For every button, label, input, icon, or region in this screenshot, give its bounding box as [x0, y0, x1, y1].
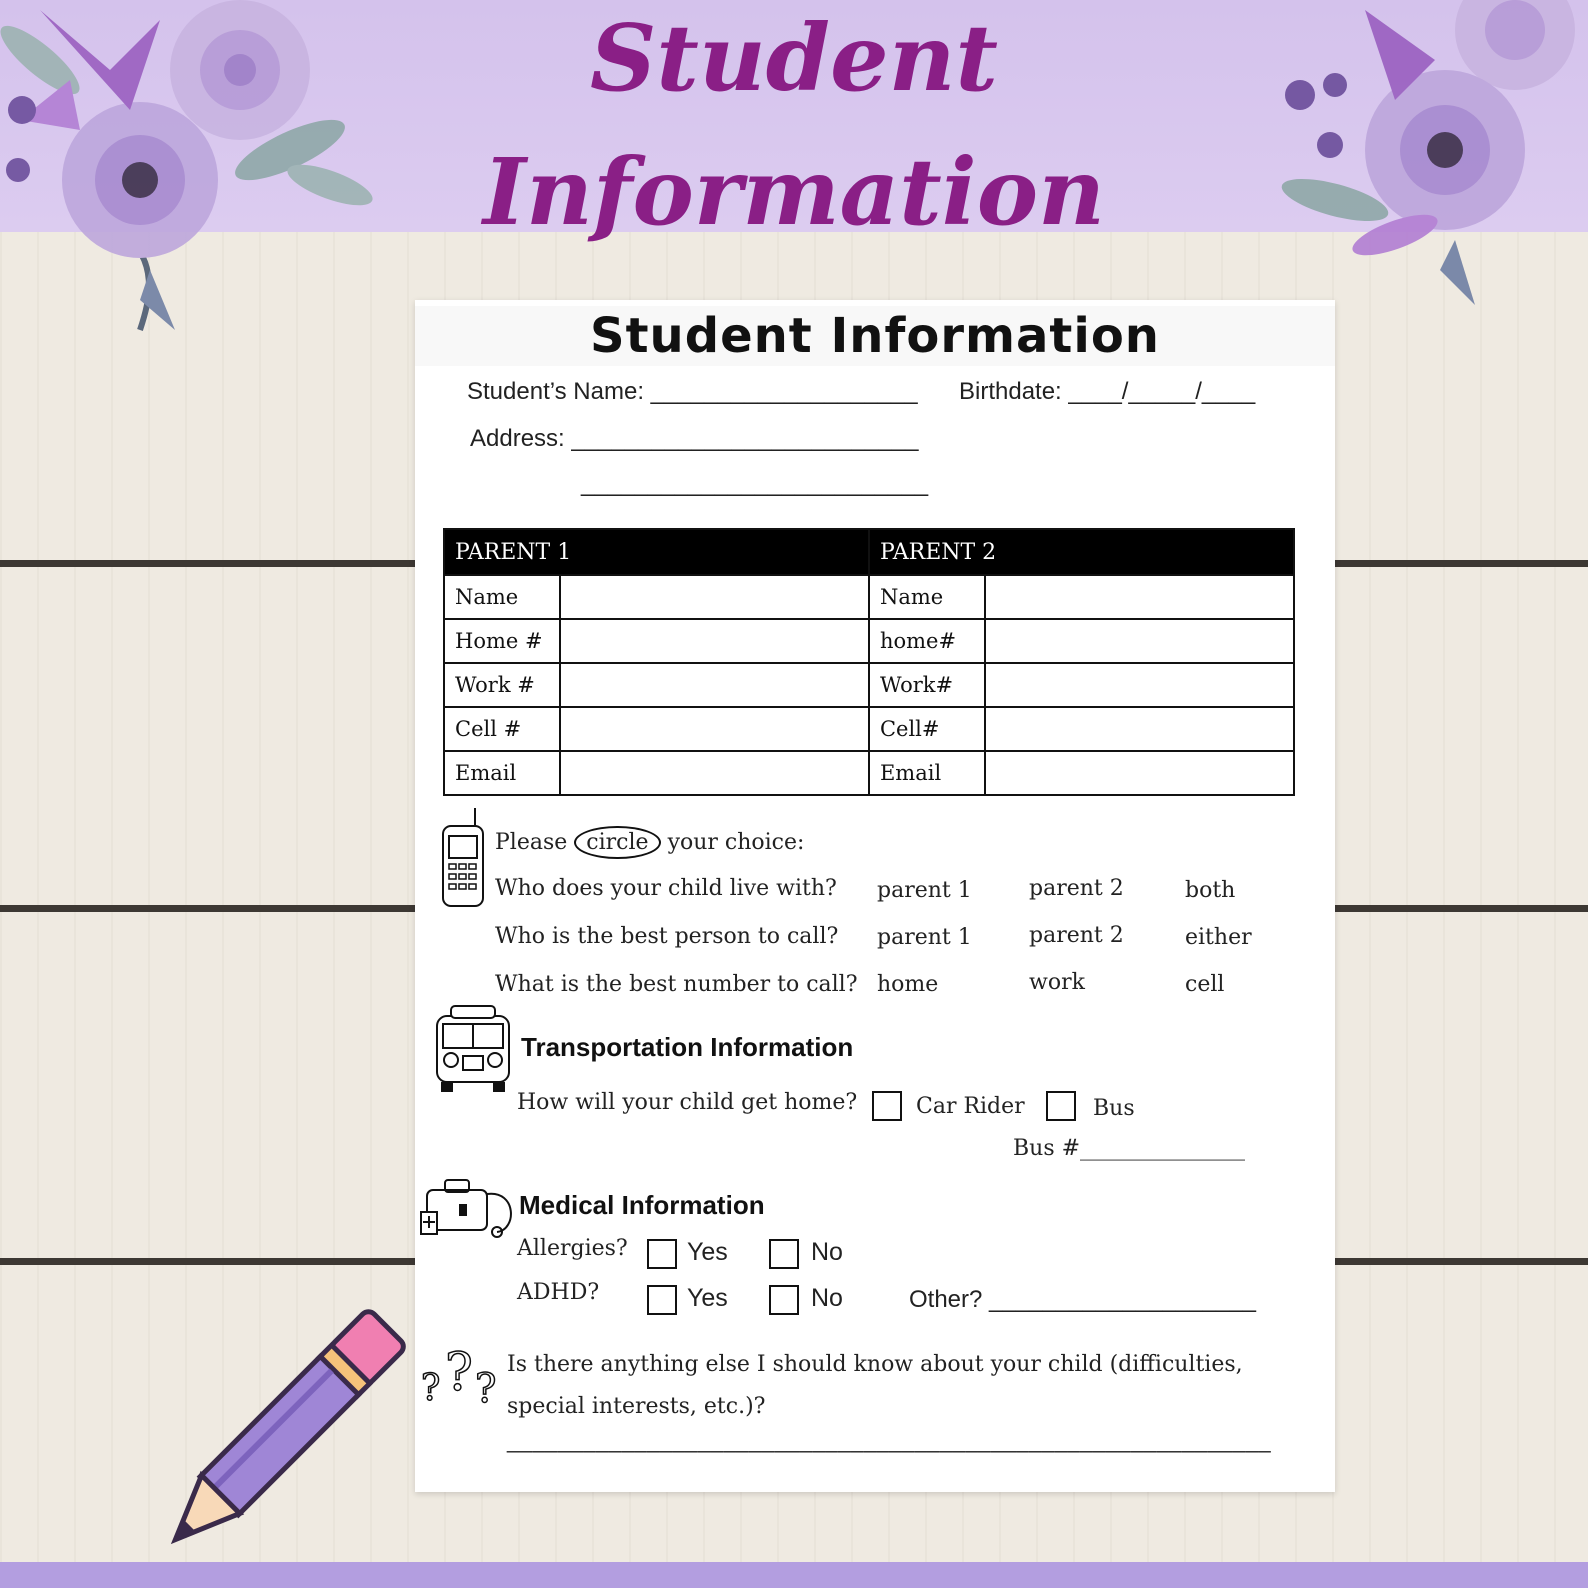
option-parent1[interactable]: parent 1 — [877, 878, 972, 903]
student-name-field[interactable]: Student’s Name: ____________________ — [467, 378, 918, 405]
svg-text:?: ? — [421, 1368, 441, 1408]
parent2-name-input[interactable] — [985, 575, 1294, 619]
address-field[interactable]: Address: __________________________ — [470, 425, 919, 452]
form-sheet — [415, 300, 1335, 1492]
address-line2-field[interactable]: __________________________ — [581, 470, 929, 497]
allergies-yes-checkbox[interactable] — [647, 1239, 677, 1269]
parent2-work-input[interactable] — [985, 663, 1294, 707]
option-home[interactable]: home — [877, 972, 939, 997]
circle-prompt-after: your choice: — [667, 830, 805, 855]
bus-number-field[interactable]: Bus #_______________ — [1013, 1136, 1246, 1161]
table-row — [444, 619, 1294, 663]
final-question-line1: Is there anything else I should know about your child (difficulties, — [507, 1352, 1243, 1377]
parent2-header: PARENT 2 — [869, 529, 1294, 575]
bus-label: Bus — [1093, 1096, 1135, 1121]
car-rider-checkbox[interactable] — [872, 1091, 902, 1121]
car-rider-label: Car Rider — [916, 1094, 1025, 1119]
allergies-no-label: No — [811, 1238, 843, 1266]
transport-question: How will your child get home? — [517, 1090, 858, 1115]
adhd-label: ADHD? — [517, 1280, 600, 1305]
parent2-label: Cell# — [869, 707, 985, 751]
option-either[interactable]: either — [1185, 925, 1252, 950]
parent1-label: Work # — [444, 663, 560, 707]
parents-table — [443, 528, 1295, 796]
parent1-email-input[interactable] — [560, 751, 869, 795]
table-row — [444, 663, 1294, 707]
parent2-cell-input[interactable] — [985, 707, 1294, 751]
option-parent1[interactable]: parent 1 — [877, 925, 972, 950]
parent1-work-input[interactable] — [560, 663, 869, 707]
cell-phone-icon — [437, 806, 489, 910]
question-best-number: What is the best number to call? — [495, 972, 858, 997]
banner-title-line1: Student — [589, 4, 999, 112]
option-both[interactable]: both — [1185, 878, 1236, 903]
option-cell[interactable]: cell — [1185, 972, 1225, 997]
adhd-no-label: No — [811, 1284, 843, 1312]
parent1-label: Home # — [444, 619, 560, 663]
transportation-heading: Transportation Information — [521, 1032, 854, 1062]
parent1-label: Email — [444, 751, 560, 795]
flower-bouquet-icon — [0, 0, 390, 340]
other-field[interactable]: Other? ____________________ — [909, 1286, 1256, 1313]
allergies-label: Allergies? — [517, 1236, 628, 1261]
bus-checkbox[interactable] — [1046, 1091, 1076, 1121]
question-live-with: Who does your child live with? — [495, 876, 837, 901]
flower-bouquet-icon — [1275, 0, 1588, 310]
question-marks-icon — [419, 1336, 511, 1408]
parent2-label: Email — [869, 751, 985, 795]
adhd-yes-label: Yes — [687, 1284, 728, 1312]
allergies-yes-label: Yes — [687, 1238, 728, 1266]
parent2-label: home# — [869, 619, 985, 663]
parents-table-header — [444, 529, 1294, 575]
adhd-no-checkbox[interactable] — [769, 1285, 799, 1315]
pencil-icon — [150, 1295, 420, 1565]
birthdate-field[interactable]: Birthdate: ____/_____/____ — [959, 378, 1256, 405]
question-best-person: Who is the best person to call? — [495, 924, 839, 949]
parent1-cell-input[interactable] — [560, 707, 869, 751]
svg-text:?: ? — [445, 1343, 473, 1403]
banner-title-line2: Information — [483, 138, 1105, 246]
option-parent2[interactable]: parent 2 — [1029, 923, 1124, 948]
medical-heading: Medical Information — [519, 1190, 765, 1220]
option-parent2[interactable]: parent 2 — [1029, 876, 1124, 901]
parent1-name-input[interactable] — [560, 575, 869, 619]
circle-prompt — [495, 826, 804, 859]
svg-text:?: ? — [475, 1366, 497, 1408]
allergies-no-checkbox[interactable] — [769, 1239, 799, 1269]
parent1-header: PARENT 1 — [444, 529, 869, 575]
accent-bar — [0, 1562, 1588, 1588]
parent1-label: Name — [444, 575, 560, 619]
form-title: Student Information — [415, 306, 1335, 366]
circle-prompt-circled: circle — [574, 826, 660, 859]
parent2-email-input[interactable] — [985, 751, 1294, 795]
table-row — [444, 575, 1294, 619]
school-bus-icon — [427, 1000, 519, 1096]
table-row — [444, 751, 1294, 795]
final-answer-line[interactable]: ____________________________________________________________ — [507, 1428, 1272, 1453]
parent2-label: Work# — [869, 663, 985, 707]
parent1-label: Cell # — [444, 707, 560, 751]
medical-kit-icon — [417, 1170, 521, 1242]
final-question-line2: special interests, etc.)? — [507, 1394, 766, 1419]
parent2-label: Name — [869, 575, 985, 619]
parent2-home-input[interactable] — [985, 619, 1294, 663]
adhd-yes-checkbox[interactable] — [647, 1285, 677, 1315]
option-work[interactable]: work — [1029, 970, 1085, 995]
circle-prompt-before: Please — [495, 830, 568, 855]
table-row — [444, 707, 1294, 751]
parent1-home-input[interactable] — [560, 619, 869, 663]
